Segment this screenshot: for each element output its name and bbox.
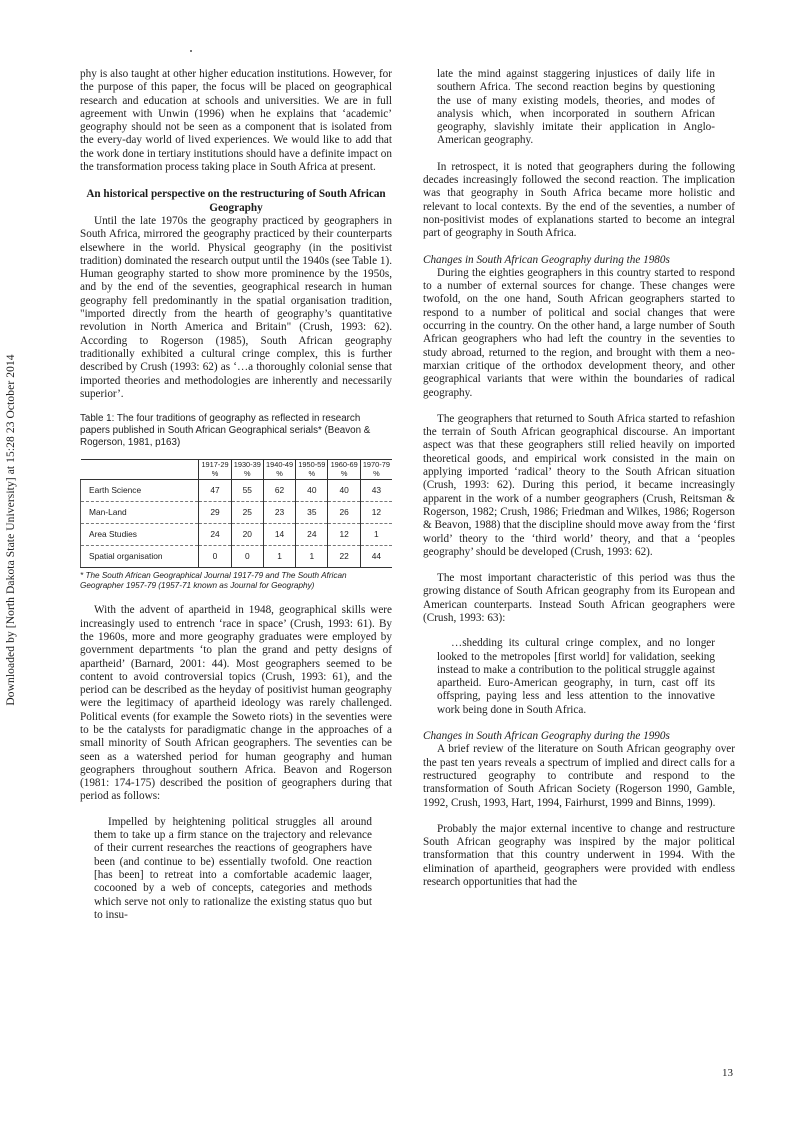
table-corner xyxy=(81,460,199,480)
section-heading-1990s: Changes in South African Geography during the 1990s xyxy=(423,730,670,743)
table-cell: 12 xyxy=(328,524,360,546)
section-heading-historical: An historical perspective on the restructuring of South African Geography xyxy=(86,188,386,214)
block-quote-beavon: Impelled by heightening political struggles all around them to take up a firm stance on the trajectory and relevance of their current researches the reactions of geographers have been (and continue to be) essentially twofold. One reaction [has been] to retreat into a comfortable academic laager, cocooned by a web of concepts, categories and methods which serve not only to rationalize the existing status quo but to insu- xyxy=(94,815,372,921)
page-number: 13 xyxy=(722,1067,733,1079)
section-heading-1980s: Changes in South African Geography during the 1980s xyxy=(423,253,670,266)
table-cell: 40 xyxy=(296,480,328,502)
block-quote-crush: …shedding its cultural cringe complex, and no longer looked to the metropoles [first world] for validation, seeking instead to make a contribution to the political struggle against apartheid. Euro-American geography, in turn, cast off its offspring, paying less and less attention to the innovative work being done in South Africa. xyxy=(437,637,715,716)
table-col-header: 1917-29 % xyxy=(199,460,231,480)
table-col-header: 1960-69 % xyxy=(328,460,360,480)
table-cell: 55 xyxy=(231,480,263,502)
table-cell: 1 xyxy=(263,546,295,568)
table-cell: 0 xyxy=(199,546,231,568)
left-paragraph-2: Until the late 1970s the geography practiced by geographers in South Africa, mirrored the geography practiced by their counterparts elsewhere in the world. Physical geography (in the positivist tradition) dominated the research output until the 1940s (see Table 1). Human geography started to show more prominence by the 1950s, and by the end of the seventies, geographical research in human geography fell predominantly in the spatial organisation tradition, "imported directly from the hearth of geography’s quantitative revolution in North America and Britain" (Crush, 1993: 62). According to Rogerson (1985), South African geography traditionally exhibited a cultural cringe complex, this is further described by Crush (1993: 62) as ‘…a thoroughly colonial sense that imported theories and methodologies are inherently and necessarily superior’. xyxy=(80,214,392,400)
table-col-header: 1930-39 % xyxy=(231,460,263,480)
table-footnote: * The South African Geographical Journal 1917-79 and The South African Geographer 1957-79 (1957-71 known as Journal for Geography) xyxy=(80,571,347,591)
table-cell: 20 xyxy=(231,524,263,546)
table-cell: 62 xyxy=(263,480,295,502)
left-paragraph-3: With the advent of apartheid in 1948, geographical skills were increasingly used to entrench ‘race in space’ (Crush, 1993: 61). By the 1960s, more and more geography graduates were employed by government departments ‘to plan the grand and petty designs of apartheid’ (Barnard, 2001: 44). Most geographers seemed to be content to avoid controversial topics (Crush, 1993: 61), and the period can be described as the heyday of positivist human geography were the legitimacy of apartheid ideology was rarely challenged. Political events (for example the Soweto riots) in the seventies were to be the catalysts for paradigmatic change in the approaches of a small minority of South African geographers. The seventies can be seen as a watershed period for human geography and human geographers throughout southern Africa. Beavon and Rogerson (1981: 174-175) described the position of geographers during that period as follows: xyxy=(80,604,392,803)
table-cell: 1 xyxy=(360,524,392,546)
table-row xyxy=(81,546,393,568)
block-quote-continued: late the mind against staggering injustices of daily life in southern Africa. The second reaction begins by questioning the use of many existing models, theories, and modes of analysis which, when incorporated in southern African geography, slavishly imitate their application in Anglo-American geography. xyxy=(437,68,715,147)
right-paragraph-6: Probably the major external incentive to change and restructure South African geography was inspired by the major political transformation that this country underwent in 1994. With the elimination of apartheid, geographers were provided with endless research opportunities that had the xyxy=(423,822,735,889)
table-cell: 26 xyxy=(328,502,360,524)
right-paragraph-4: The most important characteristic of this period was thus the growing distance of South African geography from its European and American counterparts. Instead South African geographers were (Crush, 1993: 63): xyxy=(423,572,735,624)
table-row xyxy=(81,502,393,524)
left-paragraph-1: phy is also taught at other higher education institutions. However, for the purpose of this paper, the focus will be placed on geographical research and education at schools and universities. We are in full agreement with Unwin (1996) when he explains that ‘academic’ geography should not be seen as a component that is isolated from the every-day world of lived experiences. We would like to add that the work done in tertiary institutions should have a definite impact on the transformation process taking place in South Africa at present. xyxy=(80,68,392,174)
table-row xyxy=(81,524,393,546)
row-label: Spatial organisation xyxy=(81,546,199,568)
right-paragraph-1: In retrospect, it is noted that geographers during the following decades increasingly followed the second reaction. The implication was that geography in South Africa became more holistic and relevant to local contexts. By the end of the seventies, a number of non-positivist modes of explanations started to become an integral part of geography in South Africa. xyxy=(423,160,735,240)
table-cell: 44 xyxy=(360,546,392,568)
right-paragraph-2: During the eighties geographers in this country started to respond to a number of external sources for change. These changes were twofold, on the one hand, South African geographers started to respond to a number of political and social changes that were occurring in the country. On the other hand, a large number of South African geographers who had left the country in the seventies to study abroad, returned to the region, and brought with them a neo-marxian critique of the orthodox development theory, and other geographical variants that were within the boundaries of radical geography. xyxy=(423,266,735,399)
table-cell: 1 xyxy=(296,546,328,568)
table-caption: Table 1: The four traditions of geography as reflected in research papers published in South African Geographical serials* (Beavon & Rogerson, 1981, p163) xyxy=(80,413,371,449)
traditions-table xyxy=(80,459,392,568)
scan-speck xyxy=(190,50,192,52)
download-notice: Downloaded by [North Dakota State University] at 15:28 23 October 2014 xyxy=(5,354,17,706)
table-cell: 12 xyxy=(360,502,392,524)
table-cell: 0 xyxy=(231,546,263,568)
row-label: Earth Science xyxy=(81,480,199,502)
table-col-header: 1950-59 % xyxy=(296,460,328,480)
right-paragraph-5: A brief review of the literature on South African geography over the past ten years reveals a spectrum of implied and direct calls for a restructured geography to contribute and respond to the transformation of South African Society (Rogerson 1990, Gamble, 1992, Crush, 1993, Hart, 1994, Fairhurst, 1999 and Binns, 1999). xyxy=(423,743,735,809)
table-cell: 24 xyxy=(296,524,328,546)
table-cell: 47 xyxy=(199,480,231,502)
table-cell: 25 xyxy=(231,502,263,524)
table-header-row xyxy=(81,460,393,480)
table-cell: 22 xyxy=(328,546,360,568)
table-cell: 35 xyxy=(296,502,328,524)
row-label: Man-Land xyxy=(81,502,199,524)
table-cell: 40 xyxy=(328,480,360,502)
table-cell: 43 xyxy=(360,480,392,502)
table-cell: 14 xyxy=(263,524,295,546)
row-label: Area Studies xyxy=(81,524,199,546)
table-col-header: 1970-79 % xyxy=(360,460,392,480)
download-stamp xyxy=(1,330,21,730)
table-cell: 23 xyxy=(263,502,295,524)
table-col-header: 1940-49 % xyxy=(263,460,295,480)
table-row xyxy=(81,480,393,502)
right-column xyxy=(423,68,735,889)
table-cell: 24 xyxy=(199,524,231,546)
right-paragraph-3: The geographers that returned to South Africa started to refashion the terrain of South African geographical discourse. An important aspect was that these geographers still relied heavily on imported theoretical goods, and empirical work consisted in the main on applying imported ‘radical’ theory to the South African situation (Crush, 1993: 62). During this period, it became increasingly apparent in the work of a number geographers (Crush, Reitsman & Rogerson, 1982; Crush, 1986; Friedman and Wilkes, 1986; Rogerson & Beavon, 1988) that the discipline should move away from the ‘first world’ theory to the ‘third world’ theory, and that a ‘peoples geography’ should be developed (Crush, 1993: 62). xyxy=(423,412,735,558)
table-cell: 29 xyxy=(199,502,231,524)
left-column xyxy=(80,68,392,922)
